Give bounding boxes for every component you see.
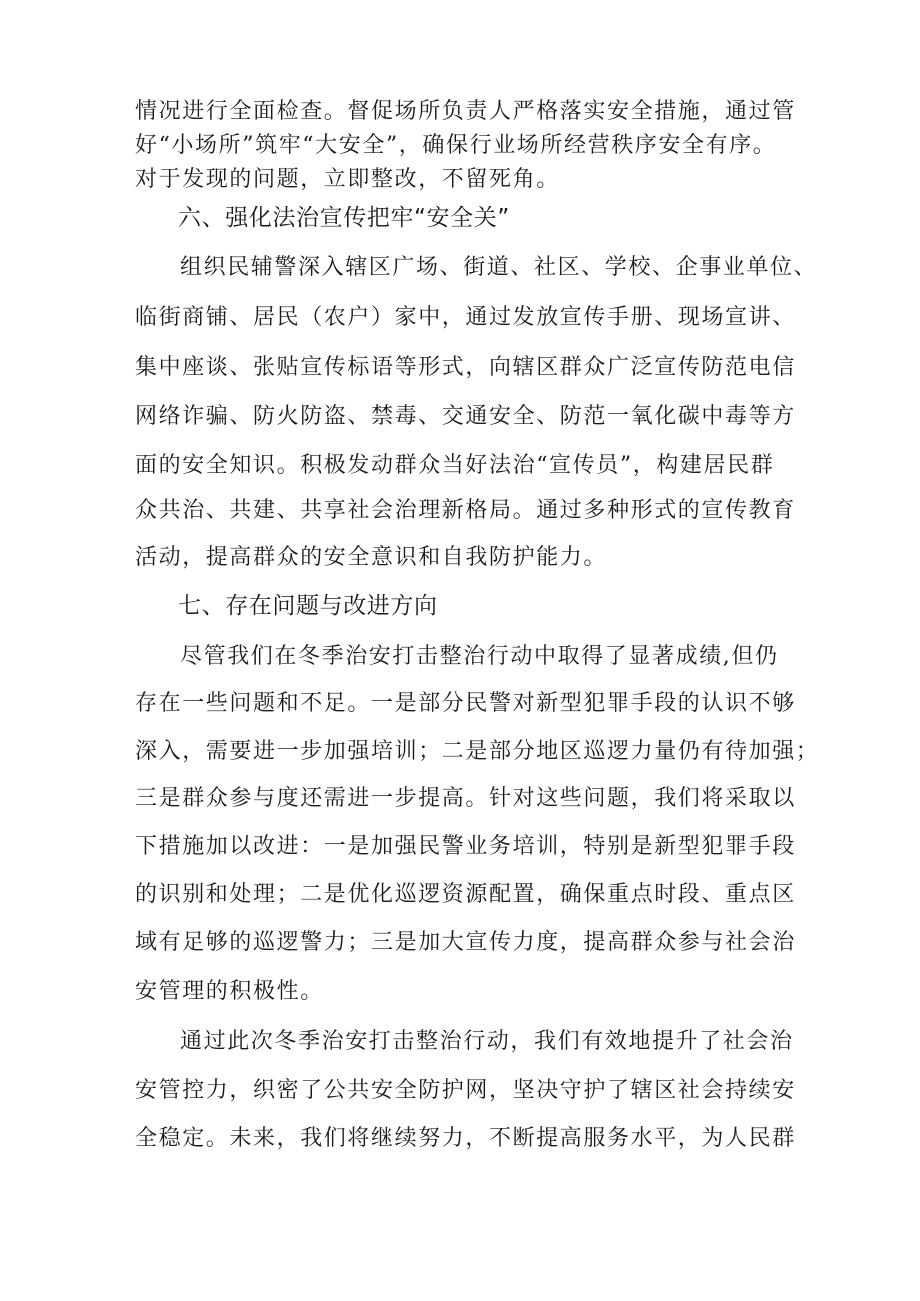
paragraph-line: 组织民辅警深入辖区广场、街道、社区、学校、企事业单位、 bbox=[180, 255, 818, 280]
paragraph-line: 面的安全知识。积极发动群众当好法治“宣传员”，构建居民群 bbox=[135, 453, 775, 478]
paragraph-line: 域有足够的巡逻警力；三是加大宣传力度，提高群众参与社会治 bbox=[135, 930, 796, 955]
paragraph-line: 情况进行全面检查。督促场所负责人严格落实安全措施，通过管 bbox=[135, 99, 796, 124]
paragraph-line: 对于发现的问题，立即整改，不留死角。 bbox=[135, 167, 560, 192]
paragraph-line: 深入，需要进一步加强培训；二是部分地区巡逻力量仍有待加强； bbox=[135, 739, 820, 764]
paragraph-line: 下措施加以改进：一是加强民警业务培训，特别是新型犯罪手段 bbox=[135, 834, 796, 859]
paragraph-line: 集中座谈、张贴宣传标语等形式，向辖区群众广泛宣传防范电信 bbox=[135, 355, 796, 380]
paragraph-line: 好“小场所”筑牢“大安全”，确保行业场所经营秩序安全有序。 bbox=[135, 133, 777, 158]
paragraph-line: 通过此次冬季治安打击整治行动，我们有效地提升了社会治 bbox=[180, 1029, 794, 1054]
paragraph-line: 三是群众参与度还需进一步提高。针对这些问题，我们将采取以 bbox=[135, 786, 796, 811]
paragraph-line: 临街商铺、居民（农户）家中，通过发放宣传手册、现场宣讲、 bbox=[135, 305, 796, 330]
paragraph-line: 的识别和处理；二是优化巡逻资源配置，确保重点时段、重点区 bbox=[135, 882, 796, 907]
paragraph-line: 安管理的积极性。 bbox=[135, 979, 324, 1004]
paragraph-line: 活动，提高群众的安全意识和自我防护能力。 bbox=[135, 545, 608, 570]
paragraph-line: 众共治、共建、共享社会治理新格局。通过多种形式的宣传教育 bbox=[135, 498, 796, 523]
paragraph-line: 安管控力，织密了公共安全防护网，坚决守护了辖区社会持续安 bbox=[135, 1078, 796, 1103]
paragraph-line: 网络诈骗、防火防盗、禁毒、交通安全、防范一氧化碳中毒等方 bbox=[135, 404, 796, 429]
paragraph-line: 尽管我们在冬季治安打击整治行动中取得了显著成绩,但仍 bbox=[180, 644, 779, 669]
paragraph-line: 存在一些问题和不足。一是部分民警对新型犯罪手段的认识不够 bbox=[135, 691, 796, 716]
section-heading-6: 六、强化法治宣传把牢“安全关” bbox=[178, 205, 510, 231]
paragraph-line: 全稳定。未来，我们将继续努力，不断提高服务水平，为人民群 bbox=[135, 1126, 796, 1151]
section-heading-7: 七、存在问题与改进方向 bbox=[178, 593, 438, 619]
